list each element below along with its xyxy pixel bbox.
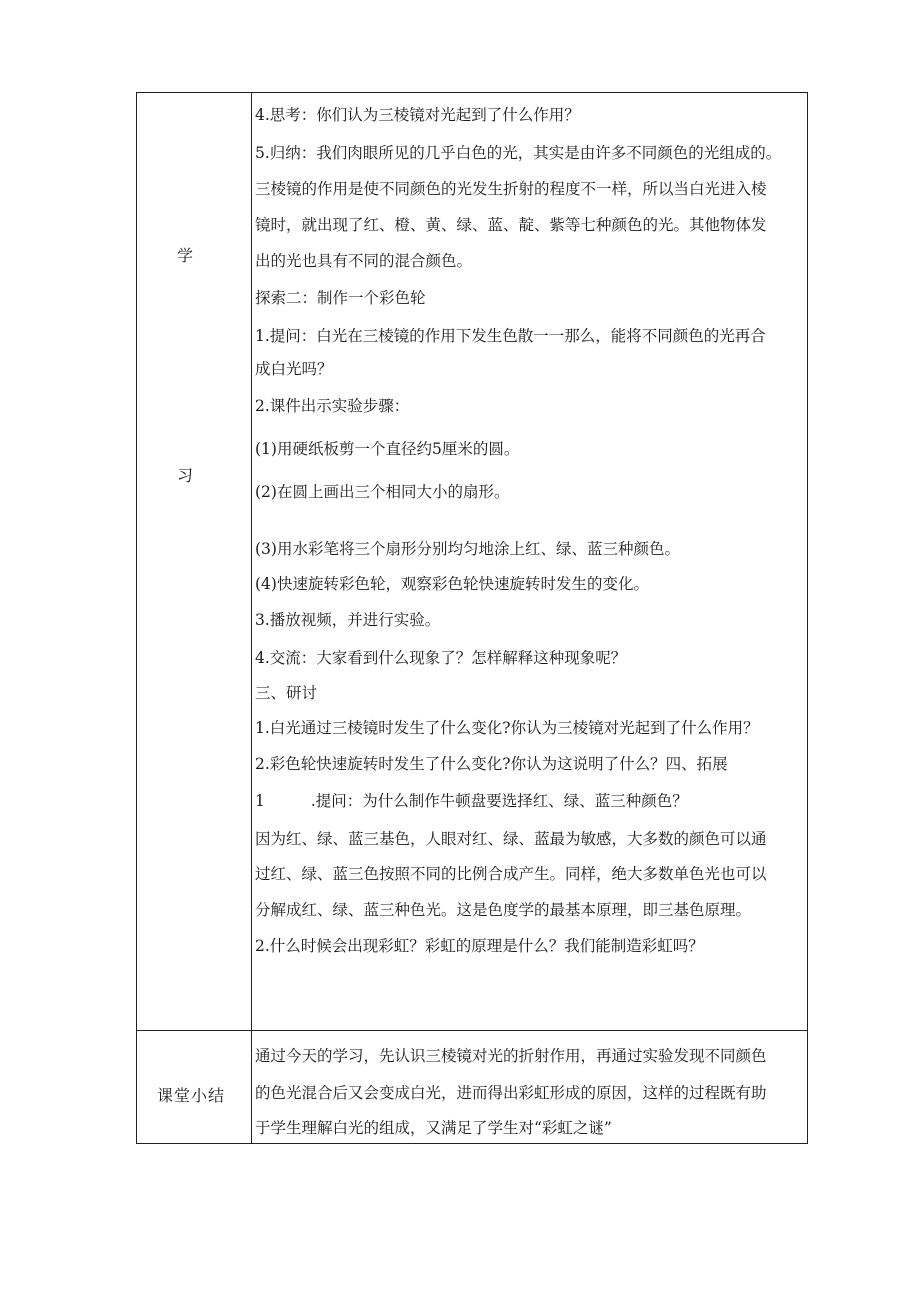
content-line: 分解成红、绿、蓝三种色光。这是色度学的最基本原理，即三基色原理。 <box>255 901 752 919</box>
content-line: 过红、绿、蓝三色按照不同的比例合成产生。同样，绝大多数单色光也可以 <box>255 865 767 883</box>
content-line: 2.彩色轮快速旋转时发生了什么变化?你认为这说明了什么？四、拓展 <box>255 755 728 773</box>
expand-item-line <box>255 791 688 811</box>
content-line: 三棱镜的作用是使不同颜色的光发生折射的程度不一样，所以当白光进入棱 <box>255 180 767 198</box>
content-line: 1.提问：白光在三棱镜的作用下发生色散一一那么，能将不同颜色的光再合 <box>255 327 766 345</box>
content-line: 出的光也具有不同的混合颜色。 <box>255 252 473 270</box>
expand-item-number: 1 <box>255 792 265 810</box>
content-line: 2.什么时候会出现彩虹？彩虹的原理是什么？我们能制造彩虹吗？ <box>255 937 704 955</box>
column-divider <box>251 93 252 1143</box>
content-line: 2.课件出示实验步骤： <box>255 397 410 415</box>
content-line: 3.播放视频，并进行实验。 <box>255 611 441 629</box>
content-line: (3)用水彩笔将三个扇形分别均匀地涂上红、绿、蓝三种颜色。 <box>255 540 680 558</box>
content-line: 1.白光通过三棱镜时发生了什么变化?你认为三棱镜对光起到了什么作用？ <box>255 719 759 737</box>
section-label-xi: 习 <box>177 466 195 485</box>
content-line: 镜时，就出现了红、橙、黄、绿、蓝、靛、紫等七种颜色的光。其他物体发 <box>255 216 767 234</box>
content-line: 三、研讨 <box>255 684 318 702</box>
content-line: 成白光吗？ <box>255 360 333 378</box>
content-line: 4.交流：大家看到什么现象了？怎样解释这种现象呢？ <box>255 649 627 667</box>
summary-line: 于学生理解白光的组成，又满足了学生对“彩虹之谜” <box>255 1119 612 1137</box>
content-line: (2)在圆上画出三个相同大小的扇形。 <box>255 483 510 501</box>
expand-item-text: .提问：为什么制作牛顿盘要选择红、绿、蓝三种颜色？ <box>310 792 688 810</box>
content-line: (4)快速旋转彩色轮，观察彩色轮快速旋转时发生的变化。 <box>255 575 649 593</box>
lesson-table <box>136 92 808 1144</box>
summary-line: 通过今天的学习，先认识三棱镜对光的折射作用，再通过实验发现不同颜色 <box>255 1047 767 1065</box>
content-line: 探索二：制作一个彩色轮 <box>255 289 426 307</box>
section-label-xue: 学 <box>177 246 195 265</box>
row-divider <box>137 1030 807 1031</box>
content-line: 因为红、绿、蓝三基色，人眼对红、绿、蓝最为敏感，大多数的颜色可以通 <box>255 830 767 848</box>
summary-line: 的色光混合后又会变成白光，进而得出彩虹形成的原因，这样的过程既有助 <box>255 1084 767 1102</box>
summary-label: 课堂小结 <box>157 1086 226 1105</box>
content-line: (1)用硬纸板剪一个直径约5厘米的圆。 <box>255 440 520 458</box>
content-line: 4.思考：你们认为三棱镜对光起到了什么作用？ <box>255 106 580 124</box>
content-line: 5.归纳：我们肉眼所见的几乎白色的光，其实是由许多不同颜色的光组成的。 <box>255 144 782 162</box>
